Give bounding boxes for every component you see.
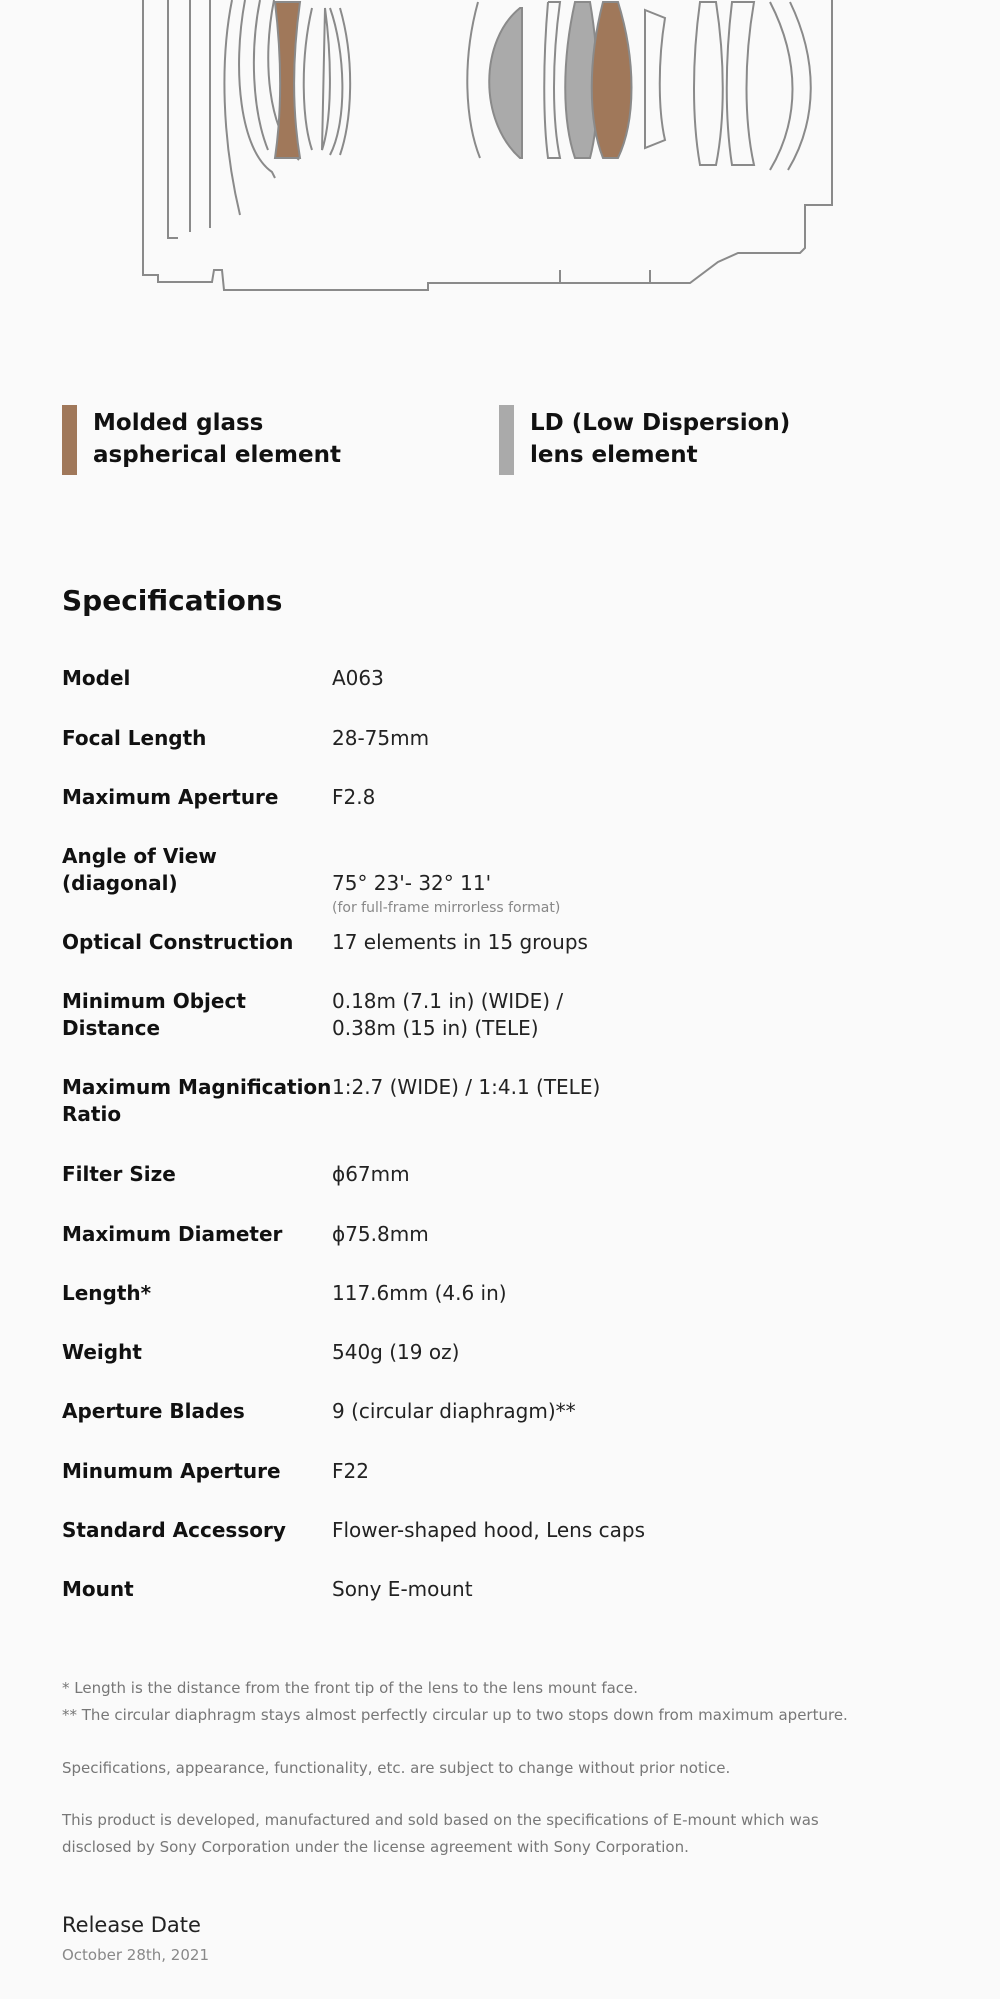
spec-label: Standard Accessory xyxy=(62,1518,286,1542)
spec-row-model xyxy=(62,665,912,725)
spec-value: F2.8 xyxy=(332,785,376,809)
spec-value: 540g (19 oz) xyxy=(332,1340,460,1364)
lens-element-front-1 xyxy=(224,0,240,215)
spec-row-standard-accessory xyxy=(62,1517,912,1576)
license-notice: This product is developed, manufactured and sold based on the specifications of E-mount which was disclosed by Sony Corporation under the license agreement with Sony Corporation. xyxy=(62,1811,819,1856)
spec-note: (for full-frame mirrorless format) xyxy=(332,900,561,916)
legend-label-aspherical: Molded glass aspherical element xyxy=(93,410,341,468)
spec-label: Focal Length xyxy=(62,726,207,750)
change-notice: Specifications, appearance, functionality, etc. are subject to change without prior notice. xyxy=(62,1759,731,1777)
lens-element-front-6 xyxy=(330,8,350,155)
spec-value: ϕ75.8mm xyxy=(332,1222,429,1246)
lens-element-rear-1 xyxy=(694,2,723,165)
lens-element-rear-2 xyxy=(727,2,754,165)
spec-row-focal-length xyxy=(62,725,912,784)
lens-element-front-5 xyxy=(304,8,330,150)
legend-item-ld xyxy=(499,405,790,477)
spec-label: Maximum Diameter xyxy=(62,1222,283,1246)
spec-label: Maximum Magnification Ratio xyxy=(62,1075,332,1126)
lens-element-rear-3 xyxy=(770,2,811,170)
diagram-legend xyxy=(0,405,1000,477)
spec-label: Weight xyxy=(62,1340,142,1364)
spec-row-length xyxy=(62,1280,912,1339)
spec-label: Length* xyxy=(62,1281,152,1305)
release-date-value: October 28th, 2021 xyxy=(62,1946,209,1964)
ld-swatch xyxy=(499,405,514,475)
lens-element-front-3 xyxy=(254,0,268,150)
spec-label: Optical Construction xyxy=(62,930,294,954)
spec-row-maximum-aperture xyxy=(62,784,912,843)
spec-row-maximum-magnification xyxy=(62,1074,912,1161)
spec-label: Model xyxy=(62,666,131,690)
spec-value: ϕ67mm xyxy=(332,1162,410,1186)
spec-value: F22 xyxy=(332,1459,369,1483)
spec-row-mount xyxy=(62,1576,912,1616)
spec-value: 1:2.7 (WIDE) / 1:4.1 (TELE) xyxy=(332,1075,601,1099)
diaphragm-footnote: ** The circular diaphragm stays almost perfectly circular up to two stops down from maximum aperture. xyxy=(62,1706,848,1724)
legend-label-ld: LD (Low Dispersion) lens element xyxy=(530,410,791,468)
ld-element-1 xyxy=(489,8,522,158)
aspherical-swatch xyxy=(62,405,77,475)
spec-value: 117.6mm (4.6 in) xyxy=(332,1281,507,1305)
length-footnote: * Length is the distance from the front tip of the lens to the lens mount face. xyxy=(62,1679,639,1697)
spec-value: Flower-shaped hood, Lens caps xyxy=(332,1518,645,1542)
spec-label: Filter Size xyxy=(62,1162,176,1186)
aspherical-element-mid xyxy=(592,2,632,158)
spec-value: 17 elements in 15 groups xyxy=(332,930,588,954)
lens-construction-diagram xyxy=(0,0,1000,300)
spec-label: Aperture Blades xyxy=(62,1399,245,1423)
spec-label: Angle of View (diagonal) xyxy=(62,844,217,895)
spec-label: Minimum Object Distance xyxy=(62,989,246,1040)
spec-row-maximum-diameter xyxy=(62,1221,912,1280)
spec-row-minimum-object-distance xyxy=(62,988,912,1074)
spec-row-filter-size xyxy=(62,1161,912,1221)
specifications-heading: Specifications xyxy=(62,584,283,617)
spec-value: 9 (circular diaphragm)** xyxy=(332,1399,576,1423)
specifications-table xyxy=(62,665,912,1616)
spec-value: Sony E-mount xyxy=(332,1577,473,1601)
spec-row-weight xyxy=(62,1339,912,1398)
release-date-label: Release Date xyxy=(62,1913,201,1937)
aspherical-element-front xyxy=(275,2,300,158)
spec-row-optical-construction xyxy=(62,929,912,988)
spec-value: 28-75mm xyxy=(332,726,430,750)
spec-label: Maximum Aperture xyxy=(62,785,279,809)
spec-value: 0.18m (7.1 in) (WIDE) / 0.38m (15 in) (TELE) xyxy=(332,989,564,1040)
footnotes xyxy=(62,1675,862,1861)
spec-row-angle-of-view xyxy=(62,843,912,929)
spec-label: Minumum Aperture xyxy=(62,1459,281,1483)
spec-row-minimum-aperture xyxy=(62,1458,912,1517)
legend-item-aspherical xyxy=(62,405,341,477)
spec-row-aperture-blades xyxy=(62,1398,912,1458)
spec-value: A063 xyxy=(332,666,384,690)
lens-element-mid-1 xyxy=(467,2,480,158)
spec-value: 75° 23'- 32° 11' xyxy=(332,871,492,895)
spec-label: Mount xyxy=(62,1577,134,1601)
